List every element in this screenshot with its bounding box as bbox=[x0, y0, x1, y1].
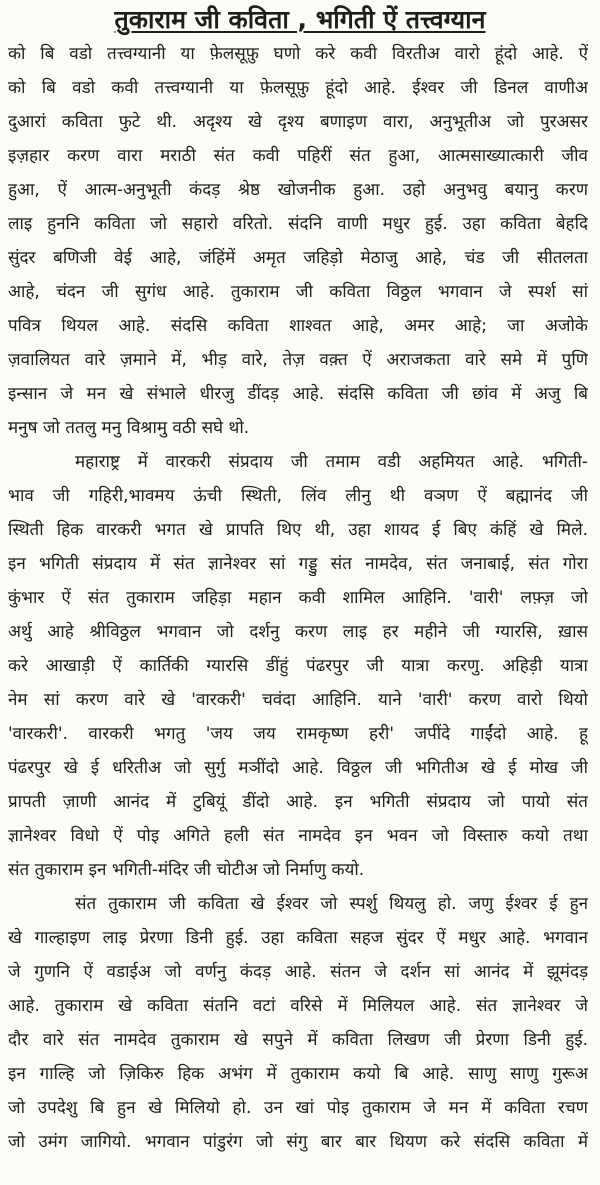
text-line: जे गुणनि ऐं वडाईअ जो वर्णनु कंदड़ आहे. संतन जे दर्शन सां आनंद में झूमंदड़ bbox=[8, 962, 588, 982]
text-line: इन्सान जे मन खे संभाले धीरजु डींदड़ आहे. संदसि कविता जी छांव में अजु बि bbox=[8, 384, 588, 404]
text-line: सुंदर बणिजी वेई आहे, जंहिंमें अमृत जहिड़ो मेठाजु आहे, चंड जी सीतलता bbox=[8, 248, 588, 268]
text-line: पंढरपुर खे ई धरितीअ जो सुर्गु मञींदो आहे. विठ्ठल जी भगितीअ खे ई मोख जी bbox=[8, 758, 588, 778]
text-line: महाराष्ट्र में वारकरी संप्रदाय जी तमाम वडी अहमियत आहे. भगिती- bbox=[75, 452, 588, 472]
text-line: इन गाल्हि जो ज़िकिरु हिक अभंग में तुकाराम कयो बि आहे. साणु साणु गुरूअ bbox=[8, 1064, 588, 1084]
text-line: पवित्र थियल आहे. संदसि कविता शाश्वत आहे, अमर आहे; जा अजोके bbox=[8, 316, 588, 336]
text-line: जो उपदेशु बि हुन खे मिलियो हो. उन खां पोइ तुकाराम जे मन में कविता रचण bbox=[8, 1098, 588, 1118]
text-line: आहे. तुकाराम खे कविता संतनि वटां वरिसे में मिलियल आहे. संत ज्ञानेश्वर जे bbox=[8, 996, 588, 1016]
text-line: हुआ, ऐं आत्म-अनुभूती कंदड़ श्रेष्ठ खोजनीक हुआ. उहो अनुभवु बयानु करण bbox=[8, 180, 588, 200]
text-line: अर्थु आहे श्रीविठ्ठल भगवान जो दर्शनु करण लाइ हर महीने जी ग्यारसि, ख़ास bbox=[8, 622, 588, 642]
text-line: लाइ हुननि कविता जो सहारो वरितो. संदनि वाणी मधुर हुई. उहा कविता बेहदि bbox=[8, 214, 588, 234]
document-title: तुकाराम जी कविता , भगिती ऐं तत्त्वग्यान bbox=[114, 5, 486, 34]
text-line: संत तुकाराम जी कविता खे ईश्वर जो स्पर्शु थियलु हो. जणु ईश्वर ई हुन bbox=[75, 894, 588, 914]
text-line: भाव जी गहिरी,भावमय ऊंची स्थिती, लिंव लीनु थी वञण ऐं बह्मानंद जी bbox=[8, 486, 588, 506]
text-line: ज़वालियत वारे ज़माने में, भीड़ वारे, तेज़ वक़्त ऐं अराजकता वारे समे में पुणि bbox=[8, 350, 588, 370]
text-line: मनुष जो ततलु मनु विश्रामु वठी सघे थो. bbox=[8, 418, 250, 438]
text-line: खे गाल्हाइण लाइ प्रेरणा डिनी हुई. उहा कविता सहज सुंदर ऐं मधुर आहे. भगवान bbox=[8, 928, 588, 948]
text-line: को बि वडो तत्त्वग्यानी या फ़ेलसूफ़ु घणो करे कवी विरतीअ वारो हूंदो आहे. ऐं bbox=[8, 44, 588, 64]
text-line: 'वारकरी'. वारकरी भगतु 'जय जय रामकृष्ण हरी' जपींदे गाईंदो आहे. हू bbox=[8, 724, 588, 744]
text-line: संत तुकाराम इन भगिती-मंदिर जी चोटीअ जो निर्माणु कयो. bbox=[8, 860, 365, 880]
text-line: करे आखाड़ी ऐं कार्तिकी ग्यारसि डींहुं पंढरपुर जी यात्रा करणु. अहिड़ी यात्रा bbox=[8, 656, 588, 676]
text-line: दुआरां कविता फुटे थी. अदृश्य खे दृश्य बणाइण वारा, अनुभूतीअ जो पुरअसर bbox=[8, 112, 588, 132]
text-line: इज़हार करण वारा मराठी संत कवी पहिरीं संत हुआ, आत्मसाख्यात्कारी जीव bbox=[8, 146, 588, 166]
text-line: इन भगिती संप्रदाय में संत ज्ञानेश्वर सां गड्डु संत नामदेव, संत जनाबाई, संत गोरा bbox=[8, 554, 588, 574]
text-line: आहे, चंदन जी सुगंध आहे. तुकाराम जी कविता विठ्ठल भगवान जे स्पर्श सां bbox=[8, 282, 588, 302]
text-line: को बि वडो कवी तत्त्वग्यानी या फ़ेलसूफ़ु हूंदो आहे. ईश्वर जी डिनल वाणीअ bbox=[8, 78, 588, 98]
text-line: स्थिती हिक वारकरी भगत खे प्रापति थिए थी, उहा शायद ई बिए कंहिं खे मिले. bbox=[8, 520, 588, 540]
text-line: ज्ञानेश्वर विधो ऐं पोइ अगिते हली संत नामदेव इन भवन जो विस्तारु कयो तथा bbox=[8, 826, 588, 846]
text-line: जो उमंग जागियो. भगवान पांडुरंग जो संगु बार बार थियण करे संदसि कविता में bbox=[8, 1132, 588, 1152]
text-line: दौर वारे संत नामदेव तुकाराम खे सपुने में कविता लिखण जी प्रेरणा डिनी हुई. bbox=[8, 1030, 588, 1050]
text-line: नेम सां करण वारे खे 'वारकरी' चवंदा आहिनि. याने 'वारी' करण वारो थियो bbox=[8, 690, 588, 710]
text-line: प्रापती ज़ाणी आनंद में टुबियूं डींदो आहे. इन भगिती संप्रदाय जो पायो संत bbox=[8, 792, 588, 812]
text-line: कुंभार ऐं संत तुकाराम जहिड़ा महान कवी शामिल आहिनि. 'वारी' लफ़्ज़ जो bbox=[8, 588, 588, 608]
